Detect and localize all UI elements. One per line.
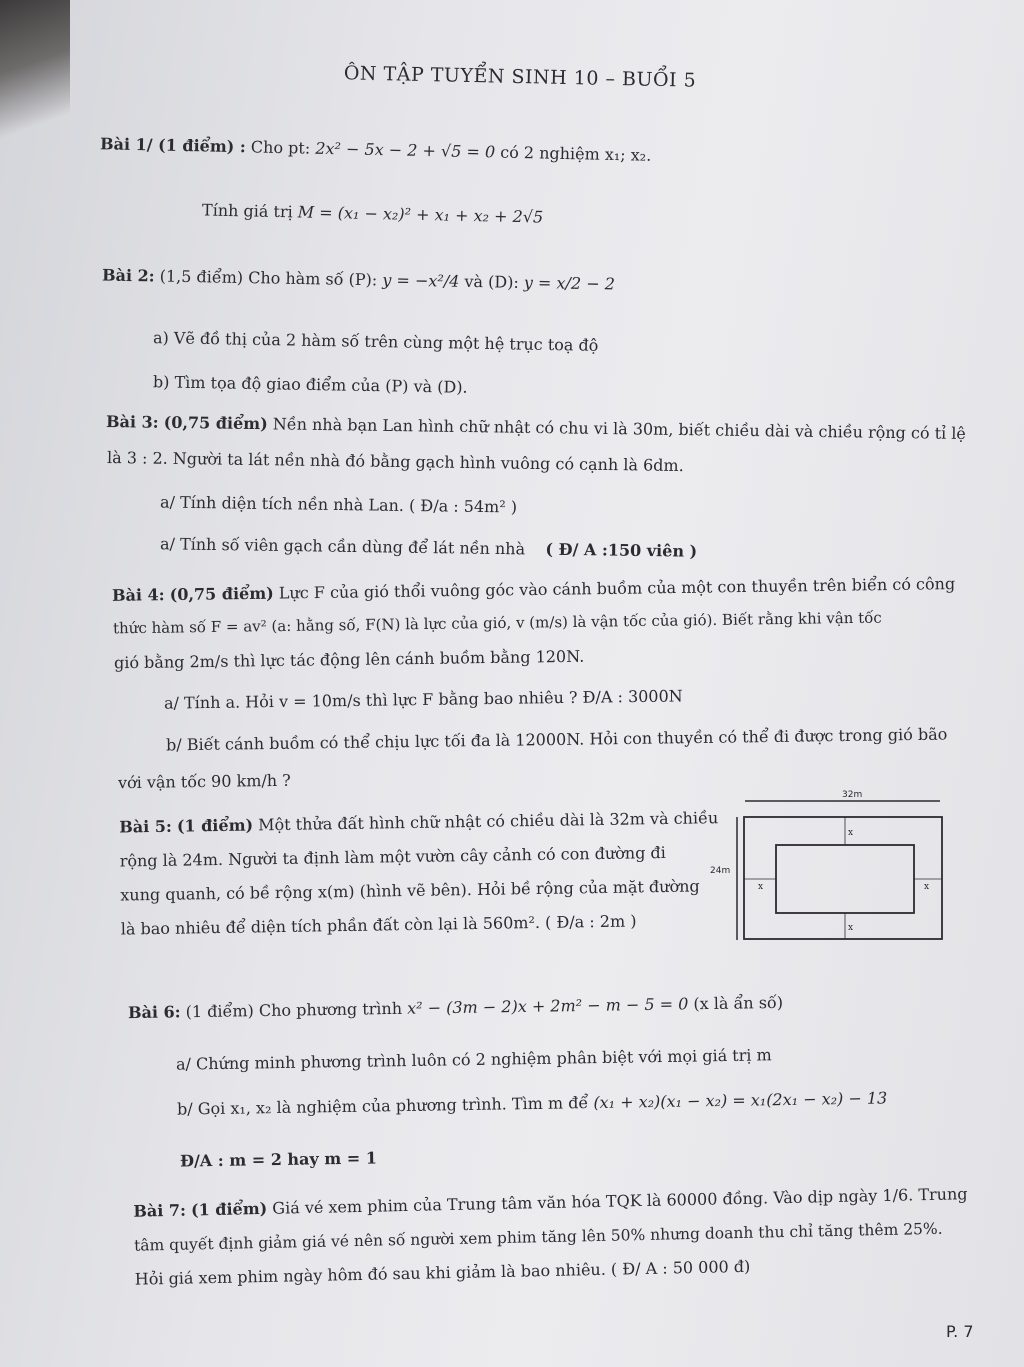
bai1-text: Cho pt: [250, 137, 316, 158]
outer-plot [744, 817, 942, 939]
bai2-points: (1,5 điểm) [159, 266, 244, 287]
bai3-b-answer: ( Đ/ A :150 viên ) [545, 539, 698, 561]
bai2-b: b) Tìm tọa độ giao điểm của (P) và (D). [152, 372, 468, 397]
bai6-a: a/ Chứng minh phương trình luôn có 2 nghiệm phân biệt với mọi giá trị m [175, 1045, 772, 1074]
bai5-points: (1 điểm) [176, 815, 254, 836]
page-number: P. 7 [946, 1322, 974, 1341]
bai7-paragraph [133, 1177, 968, 1296]
bai3-line2: là 3 : 2. Người ta lát nền nhà đó bằng gạch hình vuông có cạnh là 6dm. [106, 447, 684, 476]
x-label-top: x [848, 828, 854, 838]
bai3-points: (0,75 điểm) [163, 412, 268, 434]
bai4-line3: gió bằng 2m/s thì lực tác động lên cánh buồm bằng 120N. [113, 646, 585, 673]
bai3-a: a/ Tính diện tích nền nhà Lan. ( Đ/a : 54m² ) [159, 492, 518, 517]
bai7-l3: Hỏi giá xem phim ngày hôm đó sau khi giảm là bao nhiêu. ( Đ/ A : 50 000 đ) [134, 1256, 751, 1289]
bai6-answer: Đ/A : m = 2 hay m = 1 [179, 1148, 378, 1171]
bai7-l1-text: Giá vé xem phim của Trung tâm văn hóa TQK là 60000 đồng. Vào dịp ngày 1/6. Trung [267, 1184, 968, 1218]
bai3-b [160, 534, 697, 561]
bai6-line1 [128, 993, 783, 1023]
figure-length-label: 32m [842, 790, 863, 800]
bai6-b-text: b/ Gọi x₁, x₂ là nghiệm của phương trình. Tìm m để [176, 1093, 594, 1119]
bai6-points: (1 điểm) [185, 1001, 254, 1022]
bai6-b-equation: (x₁ + x₂)(x₁ − x₂) = x₁(2x₁ − x₂) − 13 [593, 1088, 888, 1113]
bai6-b [177, 1088, 888, 1119]
bai1-expression: M = (x₁ − x₂)² + x₁ + x₂ + 2√5 [297, 202, 544, 227]
bai7-l2: tâm quyết định giảm giá vé nên số người xem phim tăng lên 50% nhưng doanh thu chỉ tăng thêm 25%. [133, 1219, 943, 1255]
bai1-line2-label: Tính giá trị [201, 200, 298, 222]
bai6-text: Cho phương trình [253, 998, 408, 1021]
bai3-b-text: a/ Tính số viên gạch cần dùng để lát nền nhà [159, 534, 526, 559]
bai2-d-equation: y = x/2 − 2 [523, 272, 616, 294]
figure-width-label: 24m [710, 866, 731, 876]
bai3-text: Nền nhà bạn Lan hình chữ nhật có chu vi là 30m, biết chiều dài và chiều rộng có tỉ lệ [267, 414, 966, 444]
bai2-head: Bài 2: [101, 265, 155, 286]
bai5-l3: xung quanh, có bề rộng x(m) (hình vẽ bên). Hỏi bề rộng của mặt đường [120, 876, 700, 905]
bai6-tail: (x là ẩn số) [688, 992, 784, 1014]
x-label-bottom: x [848, 923, 854, 933]
bai5-l2: rộng là 24m. Người ta định làm một vườn cây cảnh có con đường đi [119, 842, 666, 871]
bai5-l4: là bao nhiêu để diện tích phần đất còn lại là 560m². ( Đ/a : 2m ) [120, 911, 637, 939]
bai4-head: Bài 4: [111, 585, 165, 605]
paper-shadow [0, 0, 70, 160]
bai4-a: a/ Tính a. Hỏi v = 10m/s thì lực F bằng bao nhiêu ? Đ/A : 3000N [163, 686, 683, 713]
bai2-and: và (D): [464, 271, 525, 292]
bai4-b2: với vận tốc 90 km/h ? [117, 770, 291, 793]
bai4-points: (0,75 điểm) [169, 583, 274, 605]
bai5-l1-text: Một thửa đất hình chữ nhật có chiều dài là 32m và chiều [252, 808, 719, 835]
bai6-head: Bài 6: [127, 1002, 181, 1023]
bai2-text: Cho hàm số (P): [242, 267, 383, 290]
bai5-figure [700, 785, 950, 945]
bai2-a: a) Vẽ đồ thị của 2 hàm số trên cùng một hệ trục toạ độ [152, 328, 599, 355]
bai1-line1 [100, 134, 652, 166]
page-title: ÔN TẬP TUYỂN SINH 10 – BUỔI 5 [343, 62, 697, 92]
bai5-head: Bài 5: [119, 816, 172, 837]
bai1-line2 [202, 200, 544, 227]
bai4-text: Lực F của gió thổi vuông góc vào cánh buồm của một con thuyền trên biển có công [273, 574, 956, 603]
bai2-line1 [102, 266, 615, 295]
bai7-points: (1 điểm) [190, 1198, 268, 1220]
bai1-head: Bài 1/ (1 điểm) : [99, 134, 247, 157]
bai2-p-equation: y = −x²/4 [382, 270, 460, 291]
bai3-line1 [106, 412, 966, 444]
bai4-line1 [112, 574, 955, 606]
bai7-head: Bài 7: [133, 1200, 187, 1221]
bai5-paragraph [119, 801, 719, 946]
bai3-head: Bài 3: [105, 411, 159, 432]
x-label-left: x [758, 882, 764, 892]
bai4-b: b/ Biết cánh buồm có thể chịu lực tối đa là 12000N. Hỏi con thuyền có thể đi được trong gió bão [165, 724, 948, 755]
bai1-equation: 2x² − 5x − 2 + √5 = 0 [315, 138, 496, 162]
inner-garden [776, 845, 914, 913]
bai1-tail: có 2 nghiệm x₁; x₂. [500, 142, 652, 165]
bai6-equation: x² − (3m − 2)x + 2m² − m − 5 = 0 [407, 994, 689, 1018]
x-label-right: x [924, 882, 930, 892]
bai4-line2: thức hàm số F = av² (a: hằng số, F(N) là lực của gió, v (m/s) là vận tốc của gió). Biết rằng khi vận tốc [112, 608, 882, 638]
